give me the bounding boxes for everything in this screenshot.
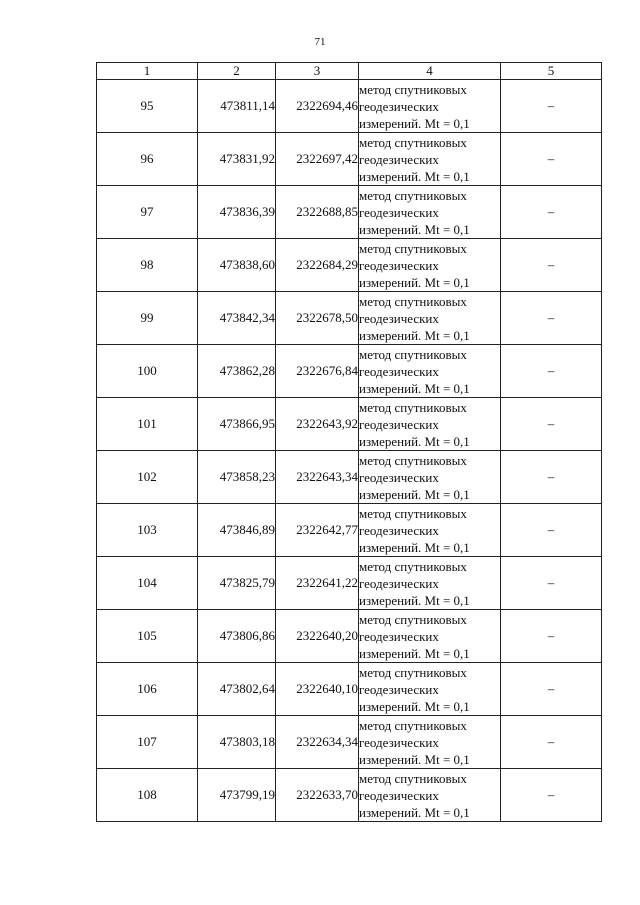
method-description — [359, 557, 501, 610]
method-line-2: геодезических — [359, 151, 439, 167]
note-cell: – — [501, 398, 602, 451]
table-row — [97, 186, 602, 239]
table-header-row — [97, 63, 602, 80]
coordinate-y: 2322694,46 — [276, 80, 359, 133]
point-number: 107 — [97, 716, 198, 769]
note-cell: – — [501, 769, 602, 822]
coordinate-x: 473799,19 — [198, 769, 276, 822]
method-line-1: метод спутниковых — [359, 134, 467, 150]
coordinate-x: 473836,39 — [198, 186, 276, 239]
method-line-2: геодезических — [359, 734, 439, 750]
note-cell: – — [501, 557, 602, 610]
page-number: 71 — [314, 36, 326, 48]
coordinate-x: 473806,86 — [198, 610, 276, 663]
method-line-3: измерений. Mt = 0,1 — [359, 539, 470, 555]
method-line-3: измерений. Mt = 0,1 — [359, 274, 470, 290]
method-line-2: геодезических — [359, 681, 439, 697]
coordinates-table — [96, 62, 602, 822]
method-line-1: метод спутниковых — [359, 452, 467, 468]
coordinate-y: 2322634,34 — [276, 716, 359, 769]
method-description — [359, 292, 501, 345]
method-line-2: геодезических — [359, 469, 439, 485]
method-line-2: геодезических — [359, 575, 439, 591]
table-row — [97, 557, 602, 610]
method-line-2: геодезических — [359, 416, 439, 432]
point-number: 98 — [97, 239, 198, 292]
method-line-1: метод спутниковых — [359, 240, 467, 256]
method-description — [359, 610, 501, 663]
point-number: 106 — [97, 663, 198, 716]
table-row — [97, 716, 602, 769]
header-col-5: 5 — [501, 63, 602, 80]
table-body — [97, 80, 602, 822]
method-description — [359, 186, 501, 239]
note-cell: – — [501, 133, 602, 186]
coordinate-y: 2322688,85 — [276, 186, 359, 239]
method-description — [359, 398, 501, 451]
method-line-1: метод спутниковых — [359, 346, 467, 362]
method-line-1: метод спутниковых — [359, 293, 467, 309]
table-row — [97, 345, 602, 398]
method-description — [359, 80, 501, 133]
point-number: 95 — [97, 80, 198, 133]
coordinate-x: 473825,79 — [198, 557, 276, 610]
method-line-2: геодезических — [359, 257, 439, 273]
note-cell: – — [501, 451, 602, 504]
header-col-4: 4 — [359, 63, 501, 80]
coordinate-y: 2322643,34 — [276, 451, 359, 504]
method-line-3: измерений. Mt = 0,1 — [359, 221, 470, 237]
method-line-1: метод спутниковых — [359, 717, 467, 733]
method-line-2: геодезических — [359, 787, 439, 803]
point-number: 108 — [97, 769, 198, 822]
coordinate-y: 2322642,77 — [276, 504, 359, 557]
coordinate-y: 2322678,50 — [276, 292, 359, 345]
table-row — [97, 80, 602, 133]
coordinate-x: 473858,23 — [198, 451, 276, 504]
note-cell: – — [501, 504, 602, 557]
point-number: 105 — [97, 610, 198, 663]
method-line-3: измерений. Mt = 0,1 — [359, 115, 470, 131]
coordinate-y: 2322633,70 — [276, 769, 359, 822]
method-line-1: метод спутниковых — [359, 187, 467, 203]
note-cell: – — [501, 80, 602, 133]
note-cell: – — [501, 292, 602, 345]
method-line-3: измерений. Mt = 0,1 — [359, 698, 470, 714]
method-line-1: метод спутниковых — [359, 664, 467, 680]
table-row — [97, 451, 602, 504]
method-line-3: измерений. Mt = 0,1 — [359, 751, 470, 767]
point-number: 101 — [97, 398, 198, 451]
point-number: 104 — [97, 557, 198, 610]
method-description — [359, 133, 501, 186]
table-row — [97, 663, 602, 716]
coordinate-x: 473842,34 — [198, 292, 276, 345]
method-line-3: измерений. Mt = 0,1 — [359, 486, 470, 502]
method-line-2: геодезических — [359, 363, 439, 379]
method-line-1: метод спутниковых — [359, 611, 467, 627]
coordinate-y: 2322697,42 — [276, 133, 359, 186]
method-line-2: геодезических — [359, 98, 439, 114]
coordinate-y: 2322640,10 — [276, 663, 359, 716]
coordinate-y: 2322676,84 — [276, 345, 359, 398]
coordinate-x: 473838,60 — [198, 239, 276, 292]
coordinate-y: 2322643,92 — [276, 398, 359, 451]
method-line-3: измерений. Mt = 0,1 — [359, 433, 470, 449]
table-row — [97, 769, 602, 822]
coordinate-x: 473846,89 — [198, 504, 276, 557]
point-number: 103 — [97, 504, 198, 557]
coordinate-x: 473862,28 — [198, 345, 276, 398]
method-line-1: метод спутниковых — [359, 81, 467, 97]
point-number: 102 — [97, 451, 198, 504]
method-line-1: метод спутниковых — [359, 399, 467, 415]
method-line-3: измерений. Mt = 0,1 — [359, 804, 470, 820]
method-line-2: геодезических — [359, 628, 439, 644]
table-row — [97, 398, 602, 451]
point-number: 100 — [97, 345, 198, 398]
point-number: 96 — [97, 133, 198, 186]
point-number: 97 — [97, 186, 198, 239]
note-cell: – — [501, 345, 602, 398]
note-cell: – — [501, 186, 602, 239]
method-description — [359, 663, 501, 716]
note-cell: – — [501, 239, 602, 292]
coordinate-y: 2322641,22 — [276, 557, 359, 610]
method-description — [359, 504, 501, 557]
table-row — [97, 504, 602, 557]
header-col-2: 2 — [198, 63, 276, 80]
method-line-3: измерений. Mt = 0,1 — [359, 592, 470, 608]
note-cell: – — [501, 716, 602, 769]
method-description — [359, 451, 501, 504]
coordinate-x: 473811,14 — [198, 80, 276, 133]
method-line-1: метод спутниковых — [359, 558, 467, 574]
method-line-2: геодезических — [359, 310, 439, 326]
note-cell: – — [501, 663, 602, 716]
method-description — [359, 239, 501, 292]
point-number: 99 — [97, 292, 198, 345]
table-row — [97, 610, 602, 663]
method-line-2: геодезических — [359, 204, 439, 220]
method-description — [359, 345, 501, 398]
method-line-3: измерений. Mt = 0,1 — [359, 380, 470, 396]
table-row — [97, 292, 602, 345]
coordinate-x: 473802,64 — [198, 663, 276, 716]
method-line-1: метод спутниковых — [359, 770, 467, 786]
method-line-3: измерений. Mt = 0,1 — [359, 168, 470, 184]
coordinate-x: 473866,95 — [198, 398, 276, 451]
coordinate-y: 2322684,29 — [276, 239, 359, 292]
header-col-1: 1 — [97, 63, 198, 80]
table-row — [97, 133, 602, 186]
note-cell: – — [501, 610, 602, 663]
coordinate-x: 473831,92 — [198, 133, 276, 186]
method-line-1: метод спутниковых — [359, 505, 467, 521]
method-line-2: геодезических — [359, 522, 439, 538]
table-row — [97, 239, 602, 292]
header-col-3: 3 — [276, 63, 359, 80]
coordinate-x: 473803,18 — [198, 716, 276, 769]
method-description — [359, 769, 501, 822]
method-description — [359, 716, 501, 769]
method-line-3: измерений. Mt = 0,1 — [359, 327, 470, 343]
method-line-3: измерений. Mt = 0,1 — [359, 645, 470, 661]
coordinate-y: 2322640,20 — [276, 610, 359, 663]
